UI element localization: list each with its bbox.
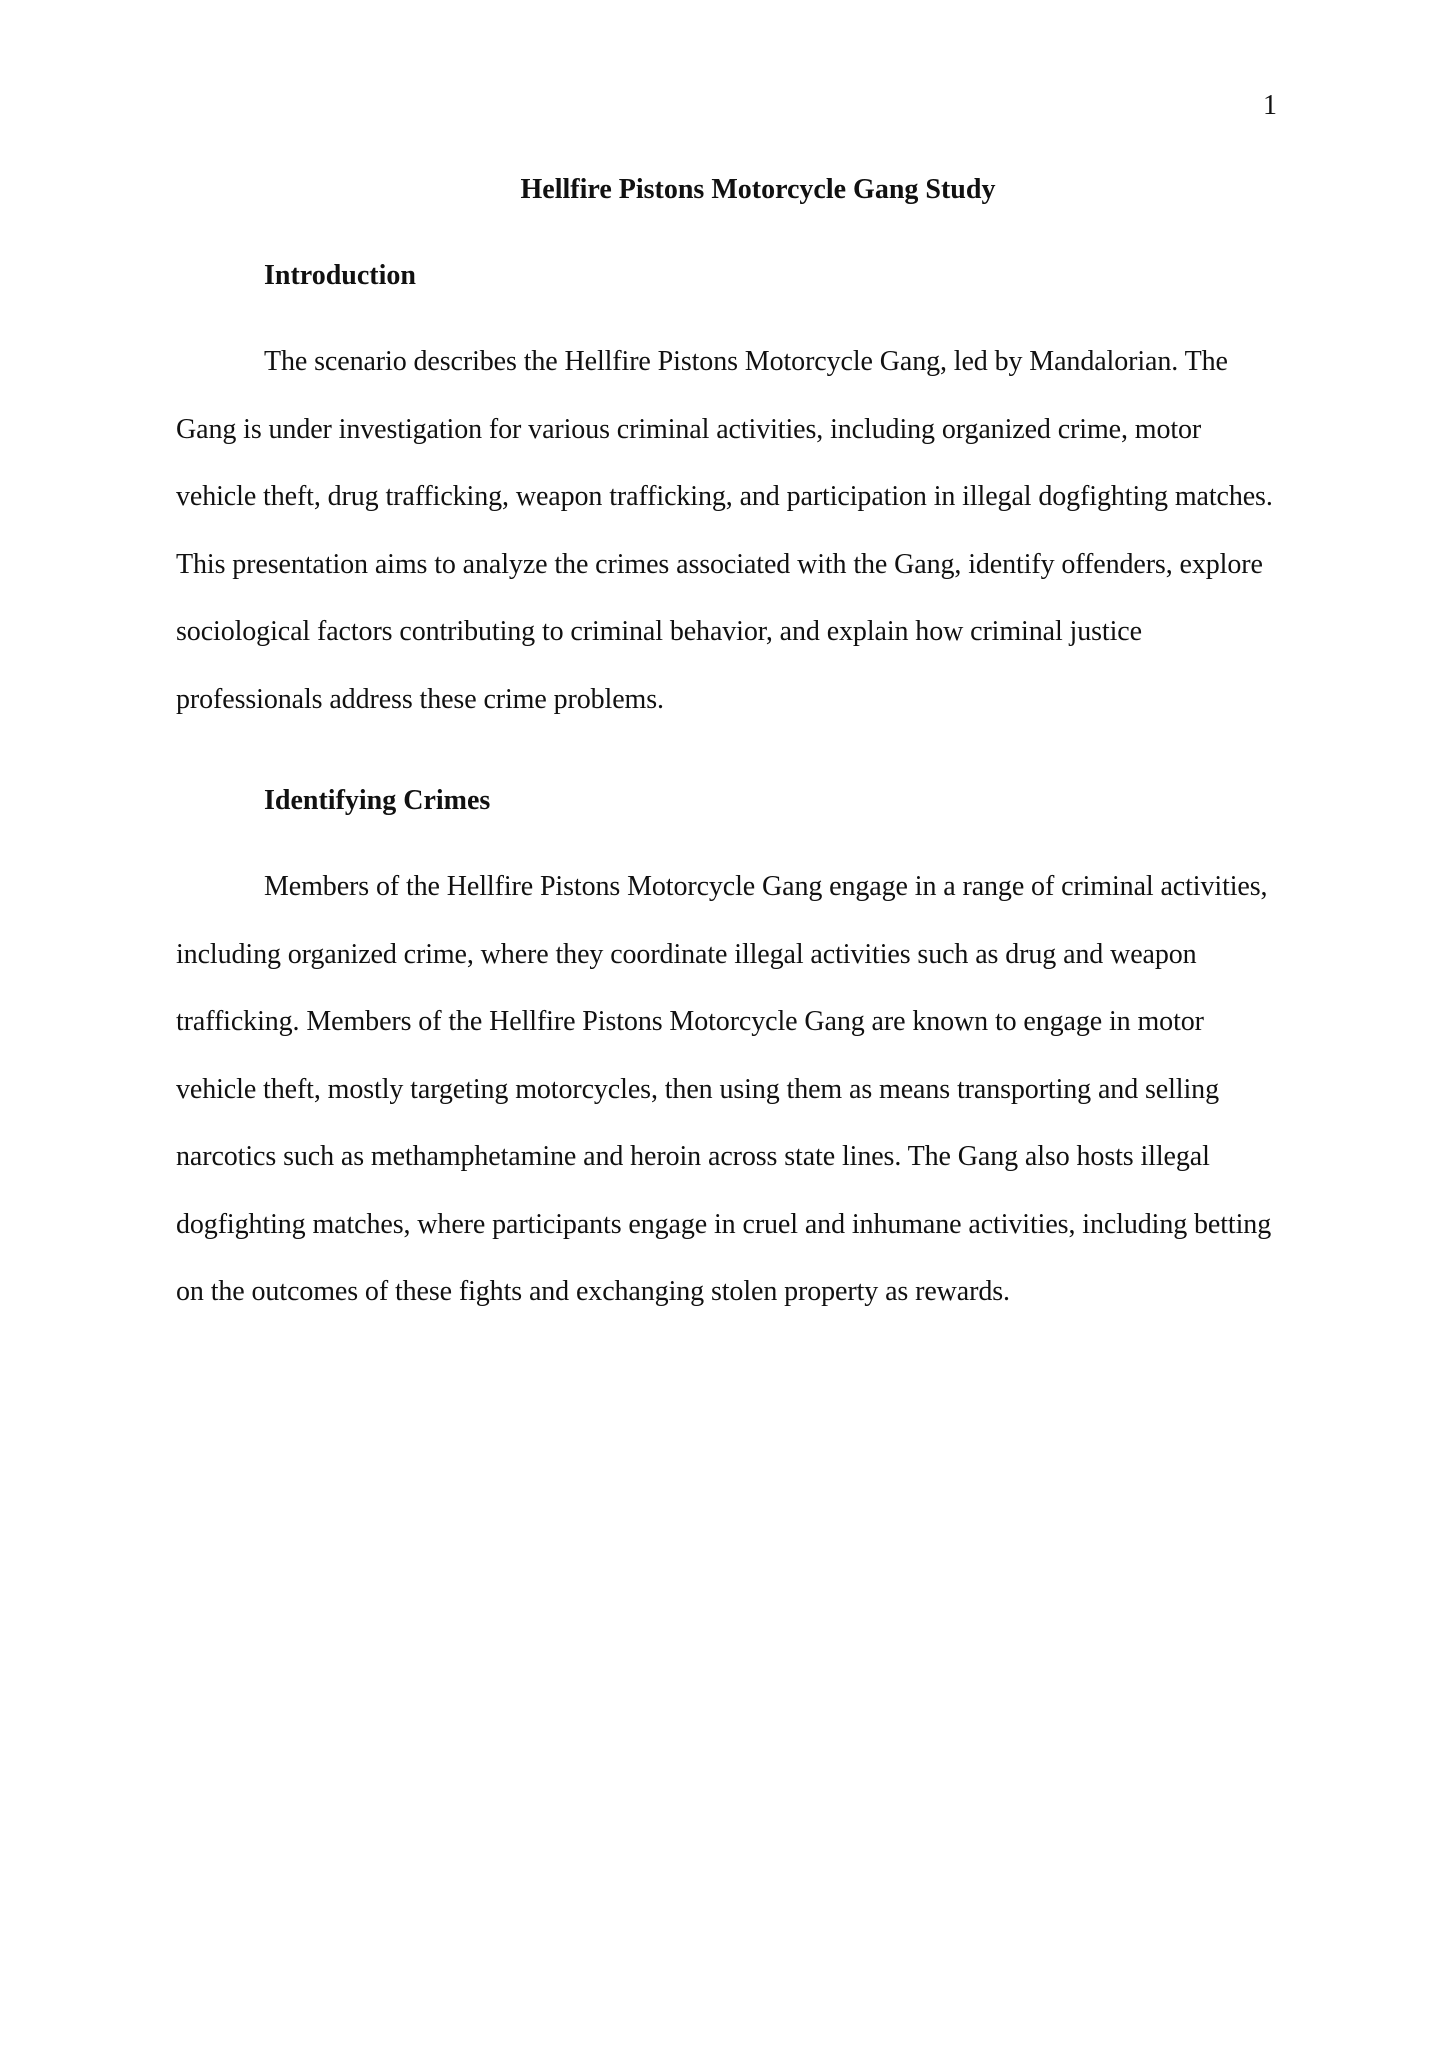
- page-number: 1: [1263, 90, 1277, 121]
- section-heading-introduction: Introduction: [264, 260, 416, 291]
- document-title: Hellfire Pistons Motorcycle Gang Study: [520, 174, 996, 205]
- document-body: [176, 172, 1280, 1326]
- section-heading-identifying-crimes: Identifying Crimes: [264, 785, 491, 816]
- paragraph-identifying-crimes: Members of the Hellfire Pistons Motorcycle Gang engage in a range of criminal activities, including organized crime, where they coordinate illegal activities such as drug and weapon trafficking. Members of the Hellfire Pistons Motorcycle Gang are known to engage in motor vehicle theft, mostly targeting motorcycles, then using them as means transporting and selling narcotics such as methamphetamine and heroin across state lines. The Gang also hosts illegal dogfighting matches, where participants engage in cruel and inhumane activities, including betting on the outcomes of these fights and exchanging stolen property as rewards.: [176, 871, 1272, 1307]
- paragraph-introduction: The scenario describes the Hellfire Pistons Motorcycle Gang, led by Mandalorian. The Gang is under investigation for various criminal activities, including organized crime, motor vehicle theft, drug trafficking, weapon trafficking, and participation in illegal dogfighting matches. This presentation aims to analyze the crimes associated with the Gang, identify offenders, explore sociological factors contributing to criminal behavior, and explain how criminal justice professionals address these crime problems.: [176, 346, 1273, 715]
